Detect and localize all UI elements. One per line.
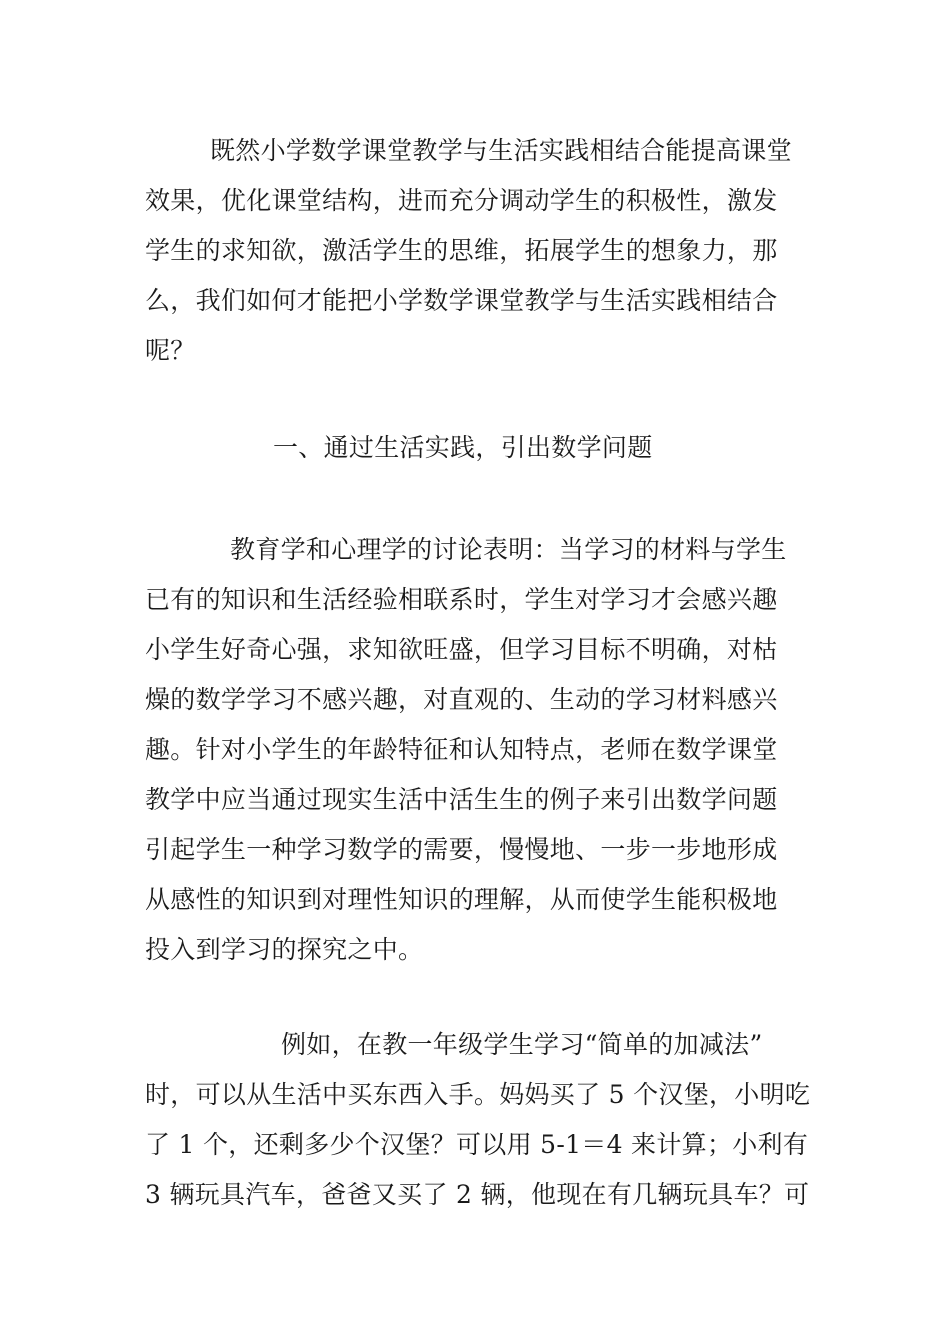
paragraph-line: 从感性的知识到对理性知识的理解，从而使学生能积极地 bbox=[145, 885, 778, 914]
paragraph-line: 已有的知识和生活经验相联系时，学生对学习才会感兴趣 bbox=[145, 585, 778, 614]
paragraph-line: 燥的数学学习不感兴趣，对直观的、生动的学习材料感兴 bbox=[145, 685, 778, 714]
paragraph-line: 效果，优化课堂结构，进而充分调动学生的积极性，激发 bbox=[145, 186, 778, 215]
paragraph-line: 教育学和心理学的讨论表明：当学习的材料与学生 bbox=[230, 535, 787, 564]
paragraph-line: 么，我们如何才能把小学数学课堂教学与生活实践相结合 bbox=[145, 286, 778, 315]
paragraph-line: 小学生好奇心强，求知欲旺盛，但学习目标不明确，对枯 bbox=[145, 635, 778, 664]
paragraph-line: 了 1 个，还剩多少个汉堡？可以用 5-1＝4 来计算；小利有 bbox=[145, 1130, 809, 1159]
paragraph-line: 教学中应当通过现实生活中活生生的例子来引出数学问题 bbox=[145, 785, 778, 814]
paragraph-line: 呢？ bbox=[145, 336, 196, 365]
paragraph-line: 例如，在教一年级学生学习“简单的加减法” bbox=[281, 1030, 763, 1059]
section-heading: 一、通过生活实践，引出数学问题 bbox=[273, 433, 653, 462]
paragraph-line: 3 辆玩具汽车，爸爸又买了 2 辆，他现在有几辆玩具车？可 bbox=[145, 1180, 810, 1209]
paragraph-line: 投入到学习的探究之中。 bbox=[145, 935, 424, 964]
paragraph-line: 趣。针对小学生的年龄特征和认知特点，老师在数学课堂 bbox=[145, 735, 778, 764]
paragraph-line: 既然小学数学课堂教学与生活实践相结合能提高课堂 bbox=[210, 136, 792, 165]
paragraph-line: 时，可以从生活中买东西入手。妈妈买了 5 个汉堡，小明吃 bbox=[145, 1080, 811, 1109]
paragraph-line: 学生的求知欲，激活学生的思维，拓展学生的想象力，那 bbox=[145, 236, 778, 265]
paragraph-line: 引起学生一种学习数学的需要，慢慢地、一步一步地形成 bbox=[145, 835, 778, 864]
